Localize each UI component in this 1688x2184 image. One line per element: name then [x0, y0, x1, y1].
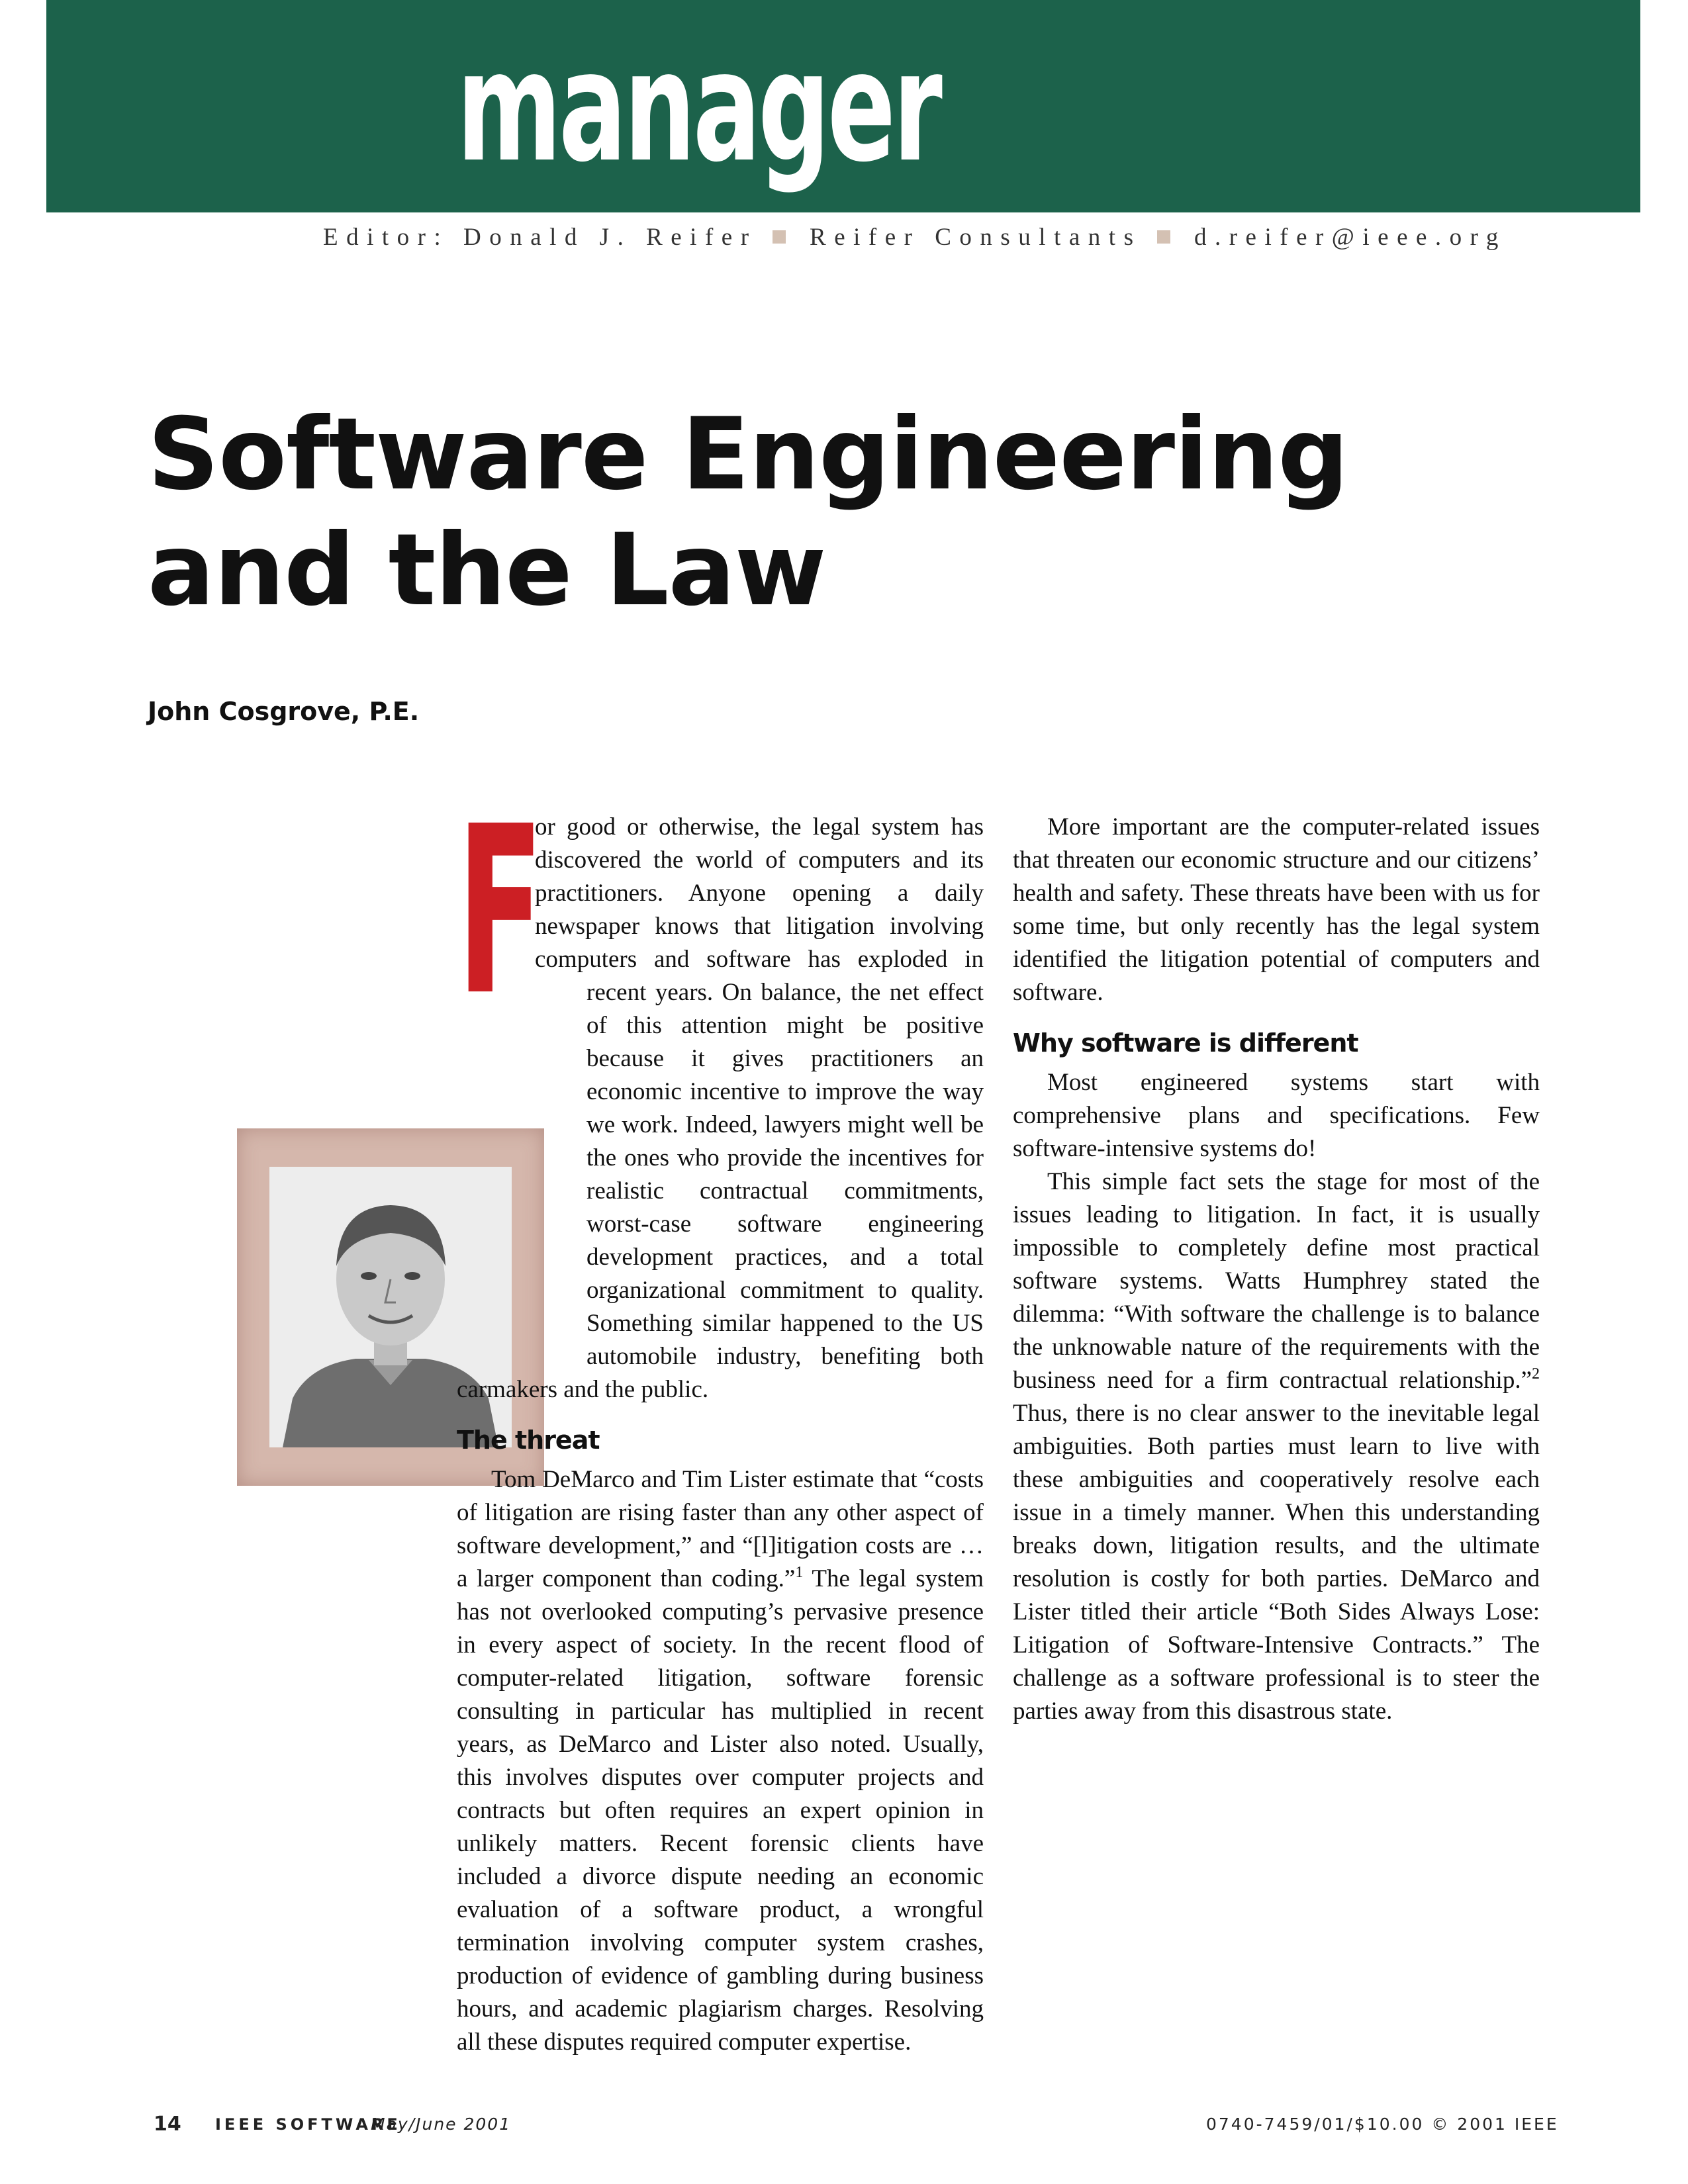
editor-name: Editor: Donald J. Reifer: [323, 224, 757, 251]
threat-text-a: Tom DeMarco and Tim Lister estimate that “costs of litigation are rising faster than any other aspect of software development,” and “[l]itigation costs are … a larger component than coding.”: [457, 1466, 984, 1592]
footnote-ref-1: 1: [795, 1564, 804, 1581]
litigation-paragraph: [1013, 1165, 1540, 1728]
heading-the-threat: The threat: [457, 1426, 600, 1455]
intro-text: or good or otherwise, the legal system has discovered the world of computers and its practitioners. Anyone opening a daily newspaper knows that litigation involving computers and software has exploded in recent years. On balance, the net effect of this attention might be positive because it gives practitioners an economic incentive to improve the way we work. Indeed, lawyers might well be the ones who provide the incentives for realistic contractual commitments, worst-case software engineering development practices, and a total organizational commitment to quality. Something similar happened to the US automobile industry, benefiting both carmakers and the public.: [457, 813, 984, 1403]
article-column-2: [1013, 811, 1540, 1728]
page-number: 14: [154, 2113, 181, 2136]
magazine-name: IEEE SOFTWARE: [215, 2115, 401, 2134]
editor-line: [323, 221, 1507, 254]
copyright-line: 0740-7459/01/$10.00 © 2001 IEEE: [1206, 2115, 1559, 2134]
editor-company: Reifer Consultants: [810, 224, 1142, 251]
drop-cap-letter: F: [457, 776, 544, 1046]
engineered-systems-paragraph: Most engineered systems start with comprehensive plans and specifications. Few software-intensive systems do!: [1013, 1069, 1540, 1162]
drop-cap: [457, 776, 544, 1046]
separator-square-icon: [773, 230, 786, 244]
threat-text-b: The legal system has not overlooked computing’s pervasive presence in every aspect of society. In the recent flood of computer-related litigation, software forensic consulting in particular has multiplied in recent years, as DeMarco and Lister also noted. Usually, this involves disputes over computer projects and contracts but often requires an expert opinion in unlikely matters. Recent forensic clients have included a divorce dispute needing an economic evaluation of a software product, a wrongful termination involving computer system crashes, production of evidence of gambling during business hours, and academic plagiarism charges. Resolving all these disputes required computer expertise.: [457, 1565, 984, 2056]
footnote-ref-2: 2: [1532, 1365, 1540, 1383]
issue-date: May/June 2001: [371, 2115, 512, 2134]
threats-paragraph: More important are the computer-related issues that threaten our economic structure and our citizens’ health and safety. These threats have been with us for some time, but only recently has the legal system identified the litigation potential of computers and software.: [1013, 813, 1540, 1006]
title-line-2: and the Law: [148, 513, 826, 628]
author-byline: John Cosgrove, P.E.: [148, 697, 420, 726]
title-line-1: Software Engineering: [148, 397, 1348, 512]
photo-text-wrap: [457, 1007, 586, 1364]
separator-square-icon: [1157, 230, 1170, 244]
litigation-text-a: This simple fact sets the stage for most of the issues leading to litigation. In fact, it is usually impossible to completely define most practical software systems. Watts Humphrey stated the dilemma: “With software the challenge is to balance the unknowable nature of the requirements with the business need for a firm contractual relationship.”: [1013, 1168, 1540, 1394]
article-column-1: [457, 776, 984, 2059]
editor-email: d.reifer@ieee.org: [1194, 224, 1507, 251]
threat-paragraph: [457, 1463, 984, 2059]
section-name: manager: [457, 19, 940, 196]
article-title: [148, 397, 1405, 629]
litigation-text-b: Thus, there is no clear answer to the inevitable legal ambiguities. Both parties must learn to live with these ambiguities and cooperatively resolve each issue in a timely manner. When this understanding breaks down, litigation results, and the ultimate resolution is costly for both parties. DeMarco and Lister titled their article “Both Sides Always Lose: Litigation of Software-Intensive Contracts.” The challenge as a software professional is to steer the parties away from this disastrous state.: [1013, 1400, 1540, 1725]
heading-why-software-is-different: Why software is different: [1013, 1028, 1358, 1058]
